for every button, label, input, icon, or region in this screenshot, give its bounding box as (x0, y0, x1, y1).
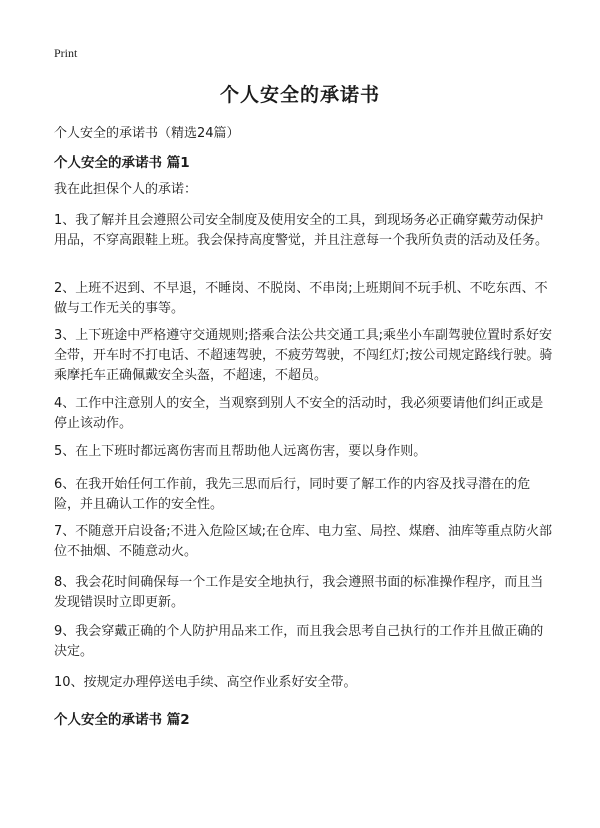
pledge-item-9: 9、我会穿戴正确的个人防护用品来工作，而且我会思考自己执行的工作并且做正确的决定。 (54, 624, 544, 659)
section-heading-1: 个人安全的承诺书 篇1 (54, 155, 190, 171)
print-link[interactable]: Print (54, 46, 78, 60)
pledge-item-2: 2、上班不迟到、不早退，不睡岗、不脱岗、不串岗;上班期间不玩手机、不吃东西、不做与工作无关的事等。 (54, 281, 548, 316)
pledge-item-4: 4、工作中注意别人的安全，当观察到别人不安全的活动时，我必须要请他们纠正或是停止该动作。 (54, 396, 544, 431)
document-subtitle: 个人安全的承诺书（精选24篇） (54, 126, 240, 141)
section-heading-2: 个人安全的承诺书 篇2 (54, 712, 190, 728)
pledge-item-7: 7、不随意开启设备;不进入危险区域;在仓库、电力室、局控、煤磨、油库等重点防火部位不抽烟、不随意动火。 (54, 524, 553, 559)
pledge-item-10: 10、按规定办理停送电手续、高空作业系好安全带。 (54, 675, 357, 690)
pledge-item-8: 8、我会花时间确保每一个工作是安全地执行，我会遵照书面的标准操作程序，而且当发现错误时立即更新。 (54, 575, 544, 610)
pledge-item-1: 1、我了解并且会遵照公司安全制度及使用安全的工具，到现场务必正确穿戴劳动保护用品，不穿高跟鞋上班。我会保持高度警觉，并且注意每一个我所负责的活动及任务。 (54, 213, 549, 248)
pledge-item-3: 3、上下班途中严格遵守交通规则;搭乘合法公共交通工具;乘坐小车副驾驶位置时系好安全带，开车时不打电话、不超速驾驶，不疲劳驾驶，不闯红灯;按公司规定路线行驶。骑乘摩托车正确佩戴安全头盔，不超速，不超员。 (54, 328, 553, 383)
intro-paragraph: 我在此担保个人的承诺： (54, 182, 198, 197)
page-title: 个人安全的承诺书 (219, 84, 380, 106)
pledge-item-5: 5、在上下班时都远离伤害而且帮助他人远离伤害，要以身作则。 (54, 444, 427, 459)
pledge-item-6: 6、在我开始任何工作前，我先三思而后行，同时要了解工作的内容及找寻潜在的危险，并且确认工作的安全性。 (54, 477, 531, 512)
